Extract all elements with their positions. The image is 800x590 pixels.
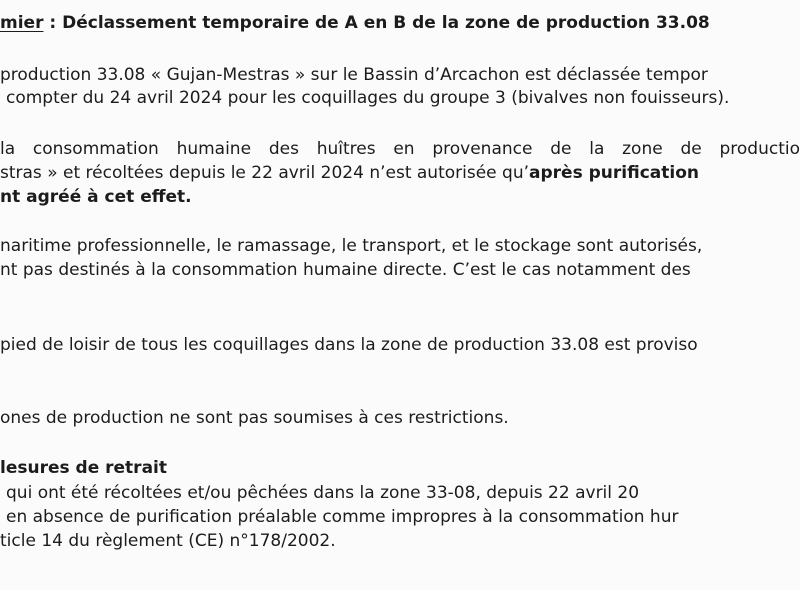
article-label: mier xyxy=(0,13,44,33)
paragraph-2-line-1: la consommation humaine des huîtres en provenance de la zone de productio xyxy=(0,139,800,159)
paragraph-5-line-1: ones de production ne sont pas soumises à ces restrictions. xyxy=(0,408,509,428)
section-retrait-line-3: ticle 14 du règlement (CE) n°178/2002. xyxy=(0,531,336,551)
paragraph-2-line-3: nt agréé à cet effet. xyxy=(0,187,192,207)
section-retrait-heading: lesures de retrait xyxy=(0,458,167,478)
paragraph-2-line-2 xyxy=(0,162,699,184)
paragraph-3-line-2: nt pas destinés à la consommation humaine directe. C’est le cas notamment des xyxy=(0,260,691,280)
section-retrait-line-2: en absence de purification préalable comme impropres à la consommation hur xyxy=(6,507,679,527)
paragraph-1-line-1: production 33.08 « Gujan-Mestras » sur le Bassin d’Arcachon est déclassée tempor xyxy=(0,65,708,85)
article-title: Déclassement temporaire de A en B de la zone de production 33.08 xyxy=(62,13,710,33)
paragraph-2-line-2-text: stras » et récoltées depuis le 22 avril 2024 n’est autorisée qu’ xyxy=(0,163,530,183)
heading-separator: : xyxy=(43,13,63,33)
paragraph-3-line-1: naritime professionnelle, le ramassage, le transport, et le stockage sont autorisés, xyxy=(0,236,703,256)
article-heading xyxy=(0,12,710,34)
paragraph-1-line-2: compter du 24 avril 2024 pour les coquillages du groupe 3 (bivalves non fouisseurs). xyxy=(6,88,730,108)
section-retrait-line-1: qui ont été récoltées et/ou pêchées dans la zone 33-08, depuis 22 avril 20 xyxy=(6,483,640,503)
paragraph-2-emphasis: après purification xyxy=(529,163,699,183)
paragraph-4-line-1: pied de loisir de tous les coquillages dans la zone de production 33.08 est proviso xyxy=(0,335,698,355)
